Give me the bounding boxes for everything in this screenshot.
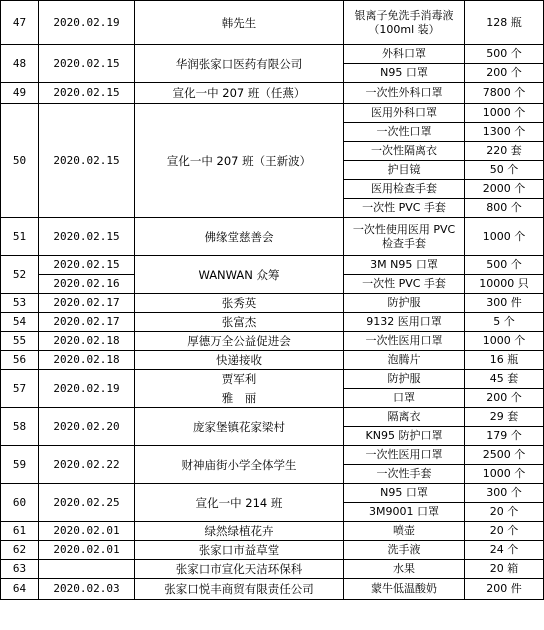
quantity-cell: 1300 个: [465, 123, 544, 142]
table-row: [1, 45, 544, 64]
row-number: 61: [1, 522, 39, 541]
quantity-cell: 500 个: [465, 45, 544, 64]
quantity-cell: 1000 个: [465, 465, 544, 484]
date-cell: 2020.02.01: [39, 522, 135, 541]
donor-cell: 快递接收: [135, 351, 344, 370]
donor-cell: 佛缘堂慈善会: [135, 218, 344, 256]
donor-cell: 庞家堡镇花家梁村: [135, 408, 344, 446]
table-row: [1, 370, 544, 389]
row-number: 62: [1, 541, 39, 560]
quantity-cell: 220 套: [465, 142, 544, 161]
table-row: [1, 1, 544, 45]
row-number: 47: [1, 1, 39, 45]
item-cell: 一次性医用口罩: [344, 332, 465, 351]
quantity-cell: 29 套: [465, 408, 544, 427]
date-cell: 2020.02.17: [39, 313, 135, 332]
table-row: [1, 484, 544, 503]
date-cell: 2020.02.20: [39, 408, 135, 446]
item-cell: 医用外科口罩: [344, 104, 465, 123]
quantity-cell: 200 件: [465, 579, 544, 600]
quantity-cell: 800 个: [465, 199, 544, 218]
item-cell: 外科口罩: [344, 45, 465, 64]
table-row: [1, 104, 544, 123]
quantity-cell: 500 个: [465, 256, 544, 275]
table-row: [1, 351, 544, 370]
row-number: 55: [1, 332, 39, 351]
table-row: [1, 560, 544, 579]
date-cell: 2020.02.22: [39, 446, 135, 484]
item-cell: 一次性隔离衣: [344, 142, 465, 161]
date-cell: 2020.02.17: [39, 294, 135, 313]
row-number: 52: [1, 256, 39, 294]
donor-cell: 张家口悦丰商贸有限责任公司: [135, 579, 344, 600]
table-row: [1, 332, 544, 351]
table-row: [1, 522, 544, 541]
donor-cell: 张秀英: [135, 294, 344, 313]
item-cell: 口罩: [344, 389, 465, 408]
table-row: [1, 218, 544, 256]
date-cell: 2020.02.15: [39, 104, 135, 218]
row-number: 57: [1, 370, 39, 408]
row-number: 51: [1, 218, 39, 256]
item-cell: 喷壶: [344, 522, 465, 541]
item-cell: 护目镜: [344, 161, 465, 180]
quantity-cell: 20 个: [465, 503, 544, 522]
quantity-cell: 300 个: [465, 484, 544, 503]
donor-cell: 雅 丽: [135, 389, 344, 408]
quantity-cell: 1000 个: [465, 332, 544, 351]
date-cell: 2020.02.15: [39, 83, 135, 104]
item-cell: 9132 医用口罩: [344, 313, 465, 332]
item-cell: 一次性使用医用 PVC 检查手套: [344, 218, 465, 256]
quantity-cell: 179 个: [465, 427, 544, 446]
quantity-cell: 5 个: [465, 313, 544, 332]
date-cell: 2020.02.19: [39, 1, 135, 45]
quantity-cell: 1000 个: [465, 104, 544, 123]
quantity-cell: 45 套: [465, 370, 544, 389]
item-cell: 防护服: [344, 370, 465, 389]
row-number: 53: [1, 294, 39, 313]
item-cell: 银离子免洗手消毒液（100ml 装）: [344, 1, 465, 45]
table-row: [1, 83, 544, 104]
quantity-cell: 20 个: [465, 522, 544, 541]
item-cell: 洗手液: [344, 541, 465, 560]
item-cell: 一次性 PVC 手套: [344, 199, 465, 218]
item-cell: 一次性口罩: [344, 123, 465, 142]
item-cell: 防护服: [344, 294, 465, 313]
table-row: [1, 313, 544, 332]
donor-cell: 张富杰: [135, 313, 344, 332]
donor-cell: 宣化一中 207 班（任燕）: [135, 83, 344, 104]
donor-cell: 韩先生: [135, 1, 344, 45]
date-cell: 2020.02.18: [39, 332, 135, 351]
table-row: [1, 446, 544, 465]
item-cell: 一次性外科口罩: [344, 83, 465, 104]
item-cell: 医用检查手套: [344, 180, 465, 199]
table-row: [1, 256, 544, 275]
item-cell: 3M9001 口罩: [344, 503, 465, 522]
row-number: 48: [1, 45, 39, 83]
donor-cell: 贾军利: [135, 370, 344, 389]
quantity-cell: 16 瓶: [465, 351, 544, 370]
donor-cell: 张家口市益草堂: [135, 541, 344, 560]
quantity-cell: 24 个: [465, 541, 544, 560]
donor-cell: 宣化一中 214 班: [135, 484, 344, 522]
item-cell: 泡腾片: [344, 351, 465, 370]
quantity-cell: 1000 个: [465, 218, 544, 256]
table-row: [1, 408, 544, 427]
donor-cell: 财神庙街小学全体学生: [135, 446, 344, 484]
row-number: 60: [1, 484, 39, 522]
date-cell: 2020.02.01: [39, 541, 135, 560]
quantity-cell: 200 个: [465, 64, 544, 83]
donor-cell: 华润张家口医药有限公司: [135, 45, 344, 83]
donor-cell: 厚德万全公益促进会: [135, 332, 344, 351]
item-cell: N95 口罩: [344, 484, 465, 503]
donor-cell: 绿然绿植花卉: [135, 522, 344, 541]
item-cell: 水果: [344, 560, 465, 579]
item-cell: 一次性 PVC 手套: [344, 275, 465, 294]
donor-cell: 张家口市宣化天洁环保科: [135, 560, 344, 579]
table-row: [1, 294, 544, 313]
quantity-cell: 50 个: [465, 161, 544, 180]
item-cell: 一次性手套: [344, 465, 465, 484]
quantity-cell: 7800 个: [465, 83, 544, 104]
item-cell: 隔离衣: [344, 408, 465, 427]
row-number: 54: [1, 313, 39, 332]
row-number: 64: [1, 579, 39, 600]
item-cell: 一次性医用口罩: [344, 446, 465, 465]
quantity-cell: 20 箱: [465, 560, 544, 579]
quantity-cell: 128 瓶: [465, 1, 544, 45]
item-cell: 3M N95 口罩: [344, 256, 465, 275]
quantity-cell: 300 件: [465, 294, 544, 313]
quantity-cell: 200 个: [465, 389, 544, 408]
quantity-cell: 2500 个: [465, 446, 544, 465]
table-row: [1, 541, 544, 560]
item-cell: 蒙牛低温酸奶: [344, 579, 465, 600]
quantity-cell: 10000 只: [465, 275, 544, 294]
row-number: 56: [1, 351, 39, 370]
item-cell: N95 口罩: [344, 64, 465, 83]
row-number: 58: [1, 408, 39, 446]
date-cell: 2020.02.18: [39, 351, 135, 370]
quantity-cell: 2000 个: [465, 180, 544, 199]
date-cell: [39, 560, 135, 579]
date-cell: 2020.02.15: [39, 218, 135, 256]
date-cell: 2020.02.15: [39, 45, 135, 83]
row-number: 49: [1, 83, 39, 104]
date-cell: 2020.02.15: [39, 256, 135, 275]
donor-cell: 宣化一中 207 班（王新波）: [135, 104, 344, 218]
date-cell: 2020.02.25: [39, 484, 135, 522]
date-cell: 2020.02.16: [39, 275, 135, 294]
date-cell: 2020.02.19: [39, 370, 135, 408]
row-number: 50: [1, 104, 39, 218]
item-cell: KN95 防护口罩: [344, 427, 465, 446]
date-cell: 2020.02.03: [39, 579, 135, 600]
row-number: 63: [1, 560, 39, 579]
row-number: 59: [1, 446, 39, 484]
donor-cell: WANWAN 众筹: [135, 256, 344, 294]
table-row: [1, 579, 544, 600]
